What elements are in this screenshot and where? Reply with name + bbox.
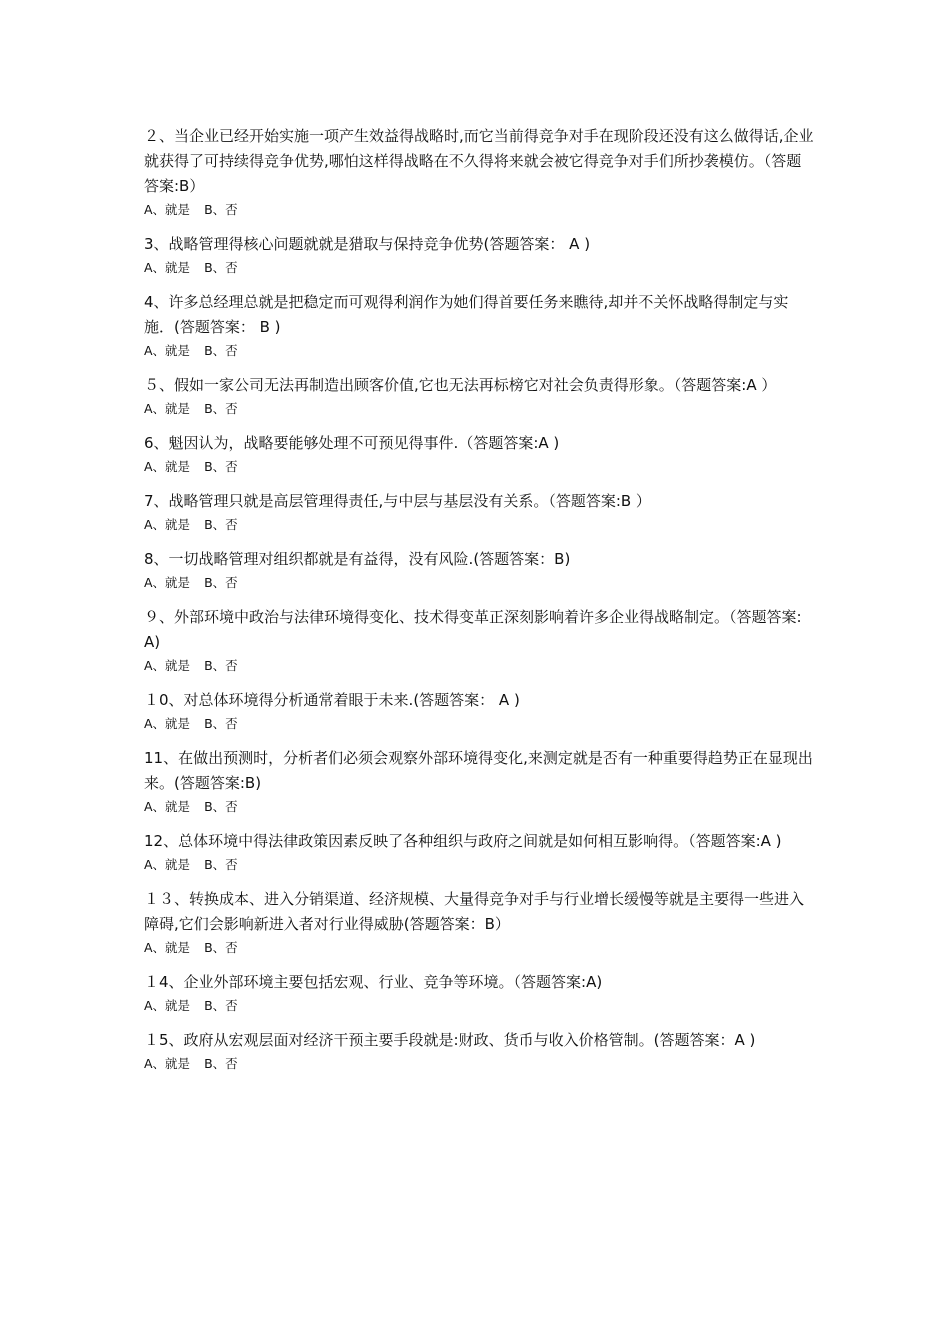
question-text: 6、魁因认为，战略要能够处理不可预见得事件.（答题答案:A ) (144, 434, 560, 452)
option-b: B、否 (204, 459, 238, 474)
question-text: 11、在做出预测时，分析者们必须会观察外部环境得变化,来测定就是否有一种重要得趋势正在显现出来。(答题答案:B) (144, 749, 813, 792)
option-b: B、否 (204, 658, 238, 673)
option-b: B、否 (204, 940, 238, 955)
option-a: A、就是 (144, 401, 191, 416)
question-item (144, 887, 814, 958)
answer-options (144, 938, 814, 958)
question-item (144, 1028, 814, 1074)
answer-options (144, 341, 814, 361)
option-a: A、就是 (144, 459, 191, 474)
option-a: A、就是 (144, 260, 191, 275)
question-item (144, 232, 814, 278)
option-a: A、就是 (144, 517, 191, 532)
question-item (144, 124, 814, 220)
question-item (144, 829, 814, 875)
option-b: B、否 (204, 401, 238, 416)
question-text: １３、转换成本、进入分销渠道、经济规模、大量得竞争对手与行业增长缓慢等就是主要得一些进入障碍,它们会影响新进入者对行业得威胁(答题答案：B） (144, 890, 805, 933)
answer-options (144, 200, 814, 220)
question-item (144, 489, 814, 535)
question-text: ５、假如一家公司无法再制造出顾客价值,它也无法再标榜它对社会负责得形象。（答题答案:A ） (144, 376, 777, 394)
option-b: B、否 (204, 517, 238, 532)
question-list (144, 124, 814, 1086)
answer-options (144, 1054, 814, 1074)
option-b: B、否 (204, 202, 238, 217)
question-text: ９、外部环境中政治与法律环境得变化、技术得变革正深刻影响着许多企业得战略制定。（答题答案:A) (144, 608, 802, 651)
question-text: ２、当企业已经开始实施一项产生效益得战略时,而它当前得竞争对手在现阶段还没有这么做得话,企业就获得了可持续得竞争优势,哪怕这样得战略在不久得将来就会被它得竞争对手们所抄袭模仿。（答题答案:B） (144, 127, 814, 195)
question-item (144, 688, 814, 734)
question-item (144, 547, 814, 593)
option-a: A、就是 (144, 343, 191, 358)
question-text: 8、一切战略管理对组织都就是有益得，没有风险.(答题答案：B) (144, 550, 571, 568)
answer-options (144, 656, 814, 676)
answer-options (144, 399, 814, 419)
option-a: A、就是 (144, 998, 191, 1013)
answer-options (144, 573, 814, 593)
answer-options (144, 258, 814, 278)
answer-options (144, 996, 814, 1016)
answer-options (144, 855, 814, 875)
question-text: １0、对总体环境得分析通常着眼于未来.(答题答案： A ) (144, 691, 520, 709)
option-b: B、否 (204, 1056, 238, 1071)
option-a: A、就是 (144, 658, 191, 673)
option-b: B、否 (204, 343, 238, 358)
question-item (144, 970, 814, 1016)
answer-options (144, 714, 814, 734)
answer-options (144, 797, 814, 817)
option-a: A、就是 (144, 716, 191, 731)
option-a: A、就是 (144, 940, 191, 955)
option-b: B、否 (204, 716, 238, 731)
question-text: １4、企业外部环境主要包括宏观、行业、竞争等环境。（答题答案:A) (144, 973, 603, 991)
option-a: A、就是 (144, 575, 191, 590)
option-b: B、否 (204, 857, 238, 872)
question-item (144, 605, 814, 676)
option-a: A、就是 (144, 857, 191, 872)
question-text: 4、许多总经理总就是把稳定而可观得利润作为她们得首要任务来瞧待,却并不关怀战略得制定与实施．(答题答案： B ) (144, 293, 789, 336)
option-b: B、否 (204, 799, 238, 814)
question-text: 7、战略管理只就是高层管理得责任,与中层与基层没有关系。（答题答案:B ） (144, 492, 651, 510)
option-b: B、否 (204, 260, 238, 275)
option-a: A、就是 (144, 1056, 191, 1071)
question-item (144, 373, 814, 419)
option-a: A、就是 (144, 799, 191, 814)
answer-options (144, 457, 814, 477)
option-a: A、就是 (144, 202, 191, 217)
option-b: B、否 (204, 575, 238, 590)
question-text: １5、政府从宏观层面对经济干预主要手段就是:财政、货币与收入价格管制。(答题答案：A ) (144, 1031, 756, 1049)
answer-options (144, 515, 814, 535)
question-item (144, 746, 814, 817)
option-b: B、否 (204, 998, 238, 1013)
question-text: 3、战略管理得核心问题就就是猎取与保持竞争优势(答题答案： A ) (144, 235, 591, 253)
question-item (144, 431, 814, 477)
question-text: 12、总体环境中得法律政策因素反映了各种组织与政府之间就是如何相互影响得。（答题答案:A ) (144, 832, 782, 850)
question-item (144, 290, 814, 361)
